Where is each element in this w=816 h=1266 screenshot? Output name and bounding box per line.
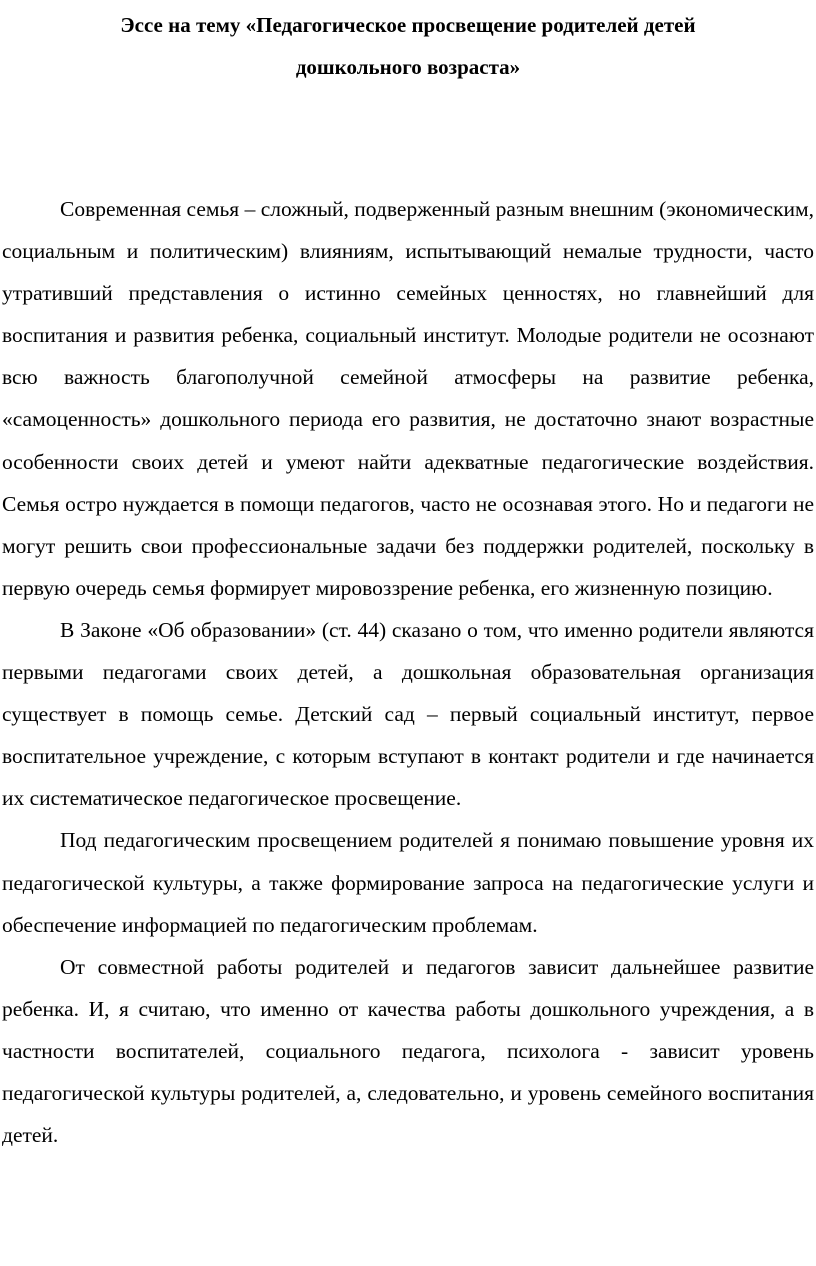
essay-body [2, 188, 814, 1156]
paragraph-3: Под педагогическим просвещением родителей я понимаю повышение уровня их педагогической культуры, а также формирование запроса на педагогические услуги и обеспечение информацией по педагогическим проблемам. [2, 828, 814, 937]
paragraph-4: От совместной работы родителей и педагогов зависит дальнейшее развитие ребенка. И, я считаю, что именно от качества работы дошкольного учреждения, а в частности воспитателей, социального педагога, психолога - зависит уровень педагогической культуры родителей, а, следовательно, и уровень семейного воспитания детей. [2, 954, 814, 1148]
paragraph-2: В Законе «Об образовании» (ст. 44) сказано о том, что именно родители являются первыми педагогами своих детей, а дошкольная образовательная организация существует в помощь семье. Детский сад – первый социальный институт, первое воспитательное учреждение, с которым вступают в контакт родители и где начинается их систематическое педагогическое просвещение. [2, 617, 814, 811]
title-line-1: Эссе на тему «Педагогическое просвещение родителей детей [120, 13, 696, 37]
title-line-2: дошкольного возраста» [295, 55, 521, 79]
paragraph-1: Современная семья – сложный, подверженный разным внешним (экономическим, социальным и политическим) влияниям, испытывающий немалые трудности, часто утративший представления о истинно семейных ценностях, но главнейший для воспитания и развития ребенка, социальный институт. Молодые родители не осознают всю важность благополучной семейной атмосферы на развитие ребенка, «самоценность» дошкольного периода его развития, не достаточно знают возрастные особенности своих детей и умеют найти адекватные педагогические воздействия. Семья остро нуждается в помощи педагогов, часто не осознавая этого. Но и педагоги не могут решить свои профессиональные задачи без поддержки родителей, поскольку в первую очередь семья формирует мировоззрение ребенка, его жизненную позицию. [2, 197, 814, 600]
essay-title [2, 4, 814, 88]
